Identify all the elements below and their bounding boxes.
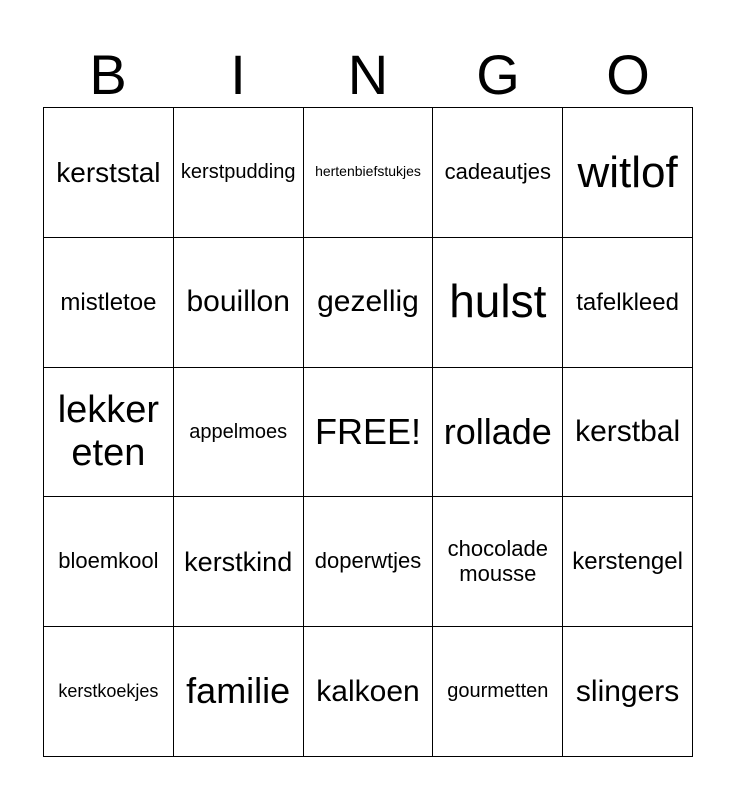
bingo-cell-r2-c5[interactable]: tafelkleed [563,238,693,368]
bingo-cell-r1-c1[interactable]: kerststal [44,108,174,238]
bingo-cell-r2-c2[interactable]: bouillon [174,238,304,368]
bingo-cell-r4-c1[interactable]: bloemkool [44,497,174,627]
bingo-cell-r4-c3[interactable]: doperwtjes [304,497,434,627]
bingo-cell-r5-c5[interactable]: slingers [563,627,693,757]
bingo-header [43,42,693,108]
header-letter-b: B [89,43,127,106]
bingo-cell-r1-c2[interactable]: kerstpudding [174,108,304,238]
bingo-cell-r2-c4[interactable]: hulst [433,238,563,368]
bingo-cell-r3-c1[interactable]: lekker eten [44,368,174,498]
bingo-cell-r3-c4[interactable]: rollade [433,368,563,498]
bingo-cell-r2-c3[interactable]: gezellig [304,238,434,368]
bingo-cell-r4-c5[interactable]: kerstengel [563,497,693,627]
header-letter-i: I [230,43,246,106]
bingo-cell-r4-c2[interactable]: kerstkind [174,497,304,627]
bingo-cell-r5-c1[interactable]: kerstkoekjes [44,627,174,757]
bingo-board [43,107,693,757]
header-letter-n: N [347,43,389,106]
header-letter-g: G [476,43,520,106]
bingo-cell-r3-c2[interactable]: appelmoes [174,368,304,498]
bingo-cell-r5-c3[interactable]: kalkoen [304,627,434,757]
bingo-cell-r5-c2[interactable]: familie [174,627,304,757]
bingo-cell-r1-c3[interactable]: hertenbiefstukjes [304,108,434,238]
bingo-cell-r2-c1[interactable]: mistletoe [44,238,174,368]
bingo-cell-r1-c5[interactable]: witlof [563,108,693,238]
bingo-cell-r1-c4[interactable]: cadeautjes [433,108,563,238]
header-letter-o: O [606,43,650,106]
bingo-cell-r3-c3-free[interactable]: FREE! [304,368,434,498]
bingo-cell-r5-c4[interactable]: gourmetten [433,627,563,757]
bingo-cell-r4-c4[interactable]: chocolade mousse [433,497,563,627]
bingo-cell-r3-c5[interactable]: kerstbal [563,368,693,498]
